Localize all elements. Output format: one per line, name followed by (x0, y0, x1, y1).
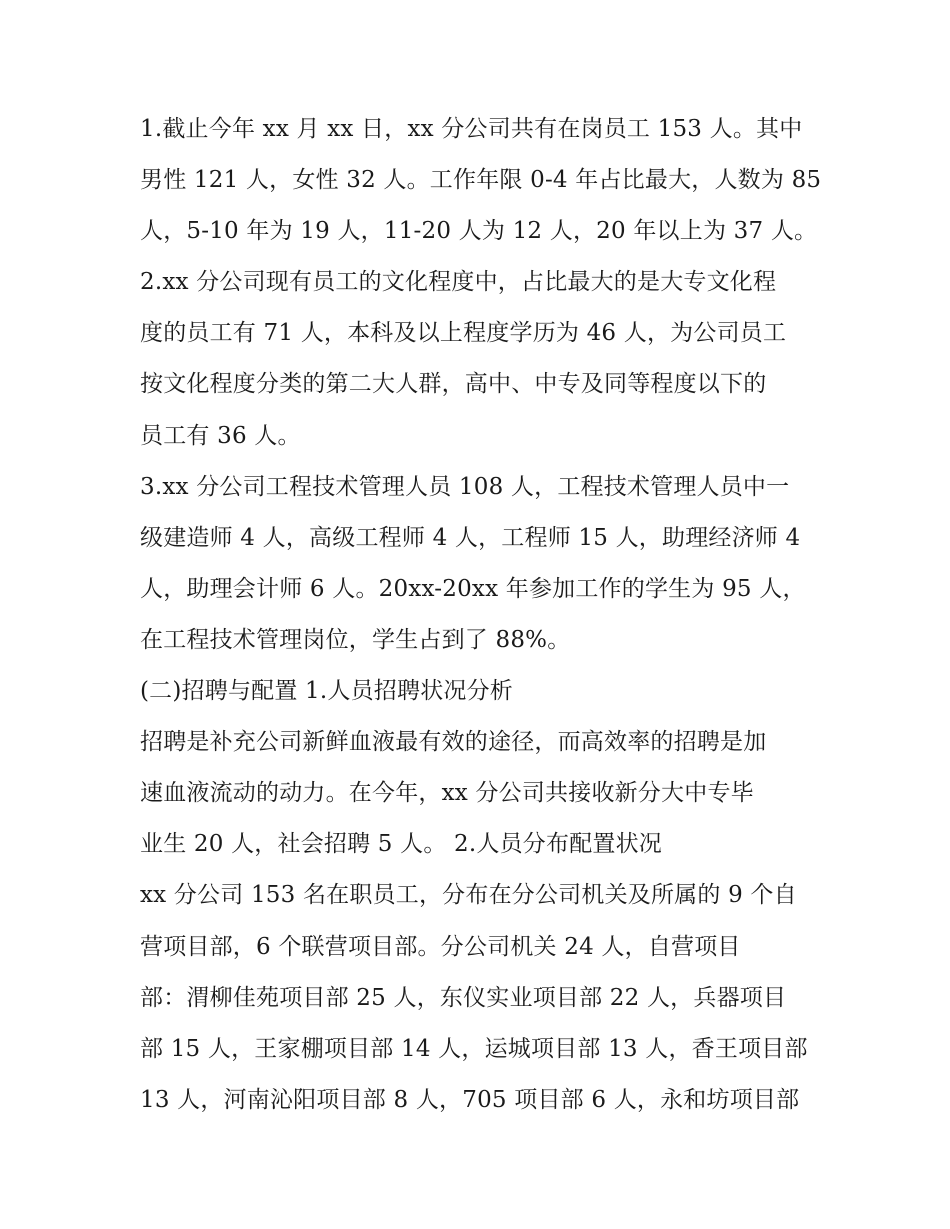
text-line: 招聘是补充公司新鲜血液最有效的途径，而高效率的招聘是加 (140, 729, 767, 756)
section-heading: (二)招聘与配置 1.人员招聘状况分析 (140, 678, 514, 705)
text-line: 按文化程度分类的第二大人群，高中、中专及同等程度以下的 (140, 371, 767, 398)
text-line: xx 分公司 153 名在职员工，分布在分公司机关及所属的 9 个自 (140, 882, 797, 909)
text-line: 男性 121 人，女性 32 人。工作年限 0-4 年占比最大，人数为 85 (140, 167, 822, 194)
text-line: 人，助理会计师 6 人。20xx-20xx 年参加工作的学生为 95 人， (140, 575, 806, 602)
text-line: 人，5-10 年为 19 人，11-20 人为 12 人，20 年以上为 37 人。 (140, 218, 818, 245)
text-line: 营项目部，6 个联营项目部。分公司机关 24 人，自营项目 (140, 933, 741, 960)
text-line: 度的员工有 71 人，本科及以上程度学历为 46 人，为公司员工 (140, 320, 787, 347)
text-line: 2.xx 分公司现有员工的文化程度中，占比最大的是大专文化程 (140, 269, 777, 296)
text-line: 3.xx 分公司工程技术管理人员 108 人，工程技术管理人员中一 (140, 473, 790, 500)
text-line: 部 15 人，王家棚项目部 14 人，运城项目部 13 人，香王项目部 (140, 1035, 808, 1062)
text-line: 级建造师 4 人，高级工程师 4 人，工程师 15 人，助理经济师 4 (140, 524, 801, 551)
text-line: 业生 20 人，社会招聘 5 人。 2.人员分布配置状况 (140, 831, 662, 858)
text-line: 员工有 36 人。 (140, 422, 301, 449)
text-line: 13 人，河南沁阳项目部 8 人，705 项目部 6 人，永和坊项目部 (140, 1086, 800, 1113)
document-body (140, 104, 820, 1126)
text-line: 1.截止今年 xx 月 xx 日，xx 分公司共有在岗员工 153 人。其中 (140, 116, 803, 142)
text-line: 速血液流动的动力。在今年，xx 分公司共接收新分大中专毕 (140, 780, 754, 807)
text-line: 在工程技术管理岗位，学生占到了 88%。 (140, 626, 571, 653)
text-line: 部：渭柳佳苑项目部 25 人，东仪实业项目部 22 人，兵器项目 (140, 984, 787, 1011)
